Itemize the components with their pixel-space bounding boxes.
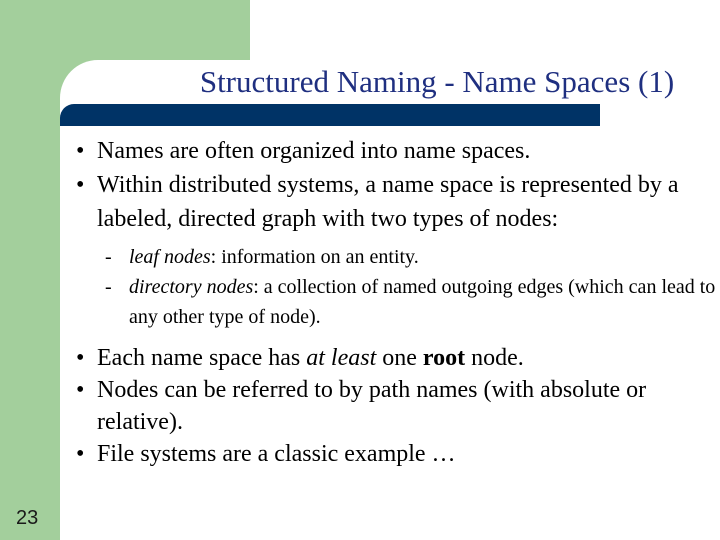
term-directory-nodes: directory nodes [129, 276, 254, 298]
bullet-item: • Within distributed systems, a name space is represented by a labeled, directed graph with two types of nodes: [76, 168, 716, 236]
title-underline-bar [60, 104, 600, 126]
sub-bullet-list [76, 242, 716, 332]
term-leaf-nodes: leaf nodes [129, 246, 211, 268]
bullet-list-top [76, 134, 716, 236]
bullet-item: • File systems are a classic example … [76, 438, 716, 470]
bullet-item: • Each name space has at least one root node. [76, 342, 716, 374]
slide-number: 23 [16, 507, 39, 529]
sub-bullet-item [76, 242, 716, 272]
slide-body [76, 134, 716, 470]
emphasis-at-least: at least [306, 345, 377, 371]
bullet-item: • Nodes can be referred to by path names (with absolute or relative). [76, 374, 716, 438]
strong-root: root [422, 345, 466, 371]
bullet-list-bottom [76, 342, 716, 470]
sub-bullet-text: : information on an entity. [210, 246, 419, 268]
bullet-item: • Names are often organized into name spaces. [76, 134, 716, 168]
sub-bullet-item [76, 272, 716, 332]
slide-title: Structured Naming - Name Spaces (1) [199, 64, 675, 99]
sub-bullet-text: : a collection of named outgoing edges (which can lead to any other type of node). [129, 276, 716, 328]
